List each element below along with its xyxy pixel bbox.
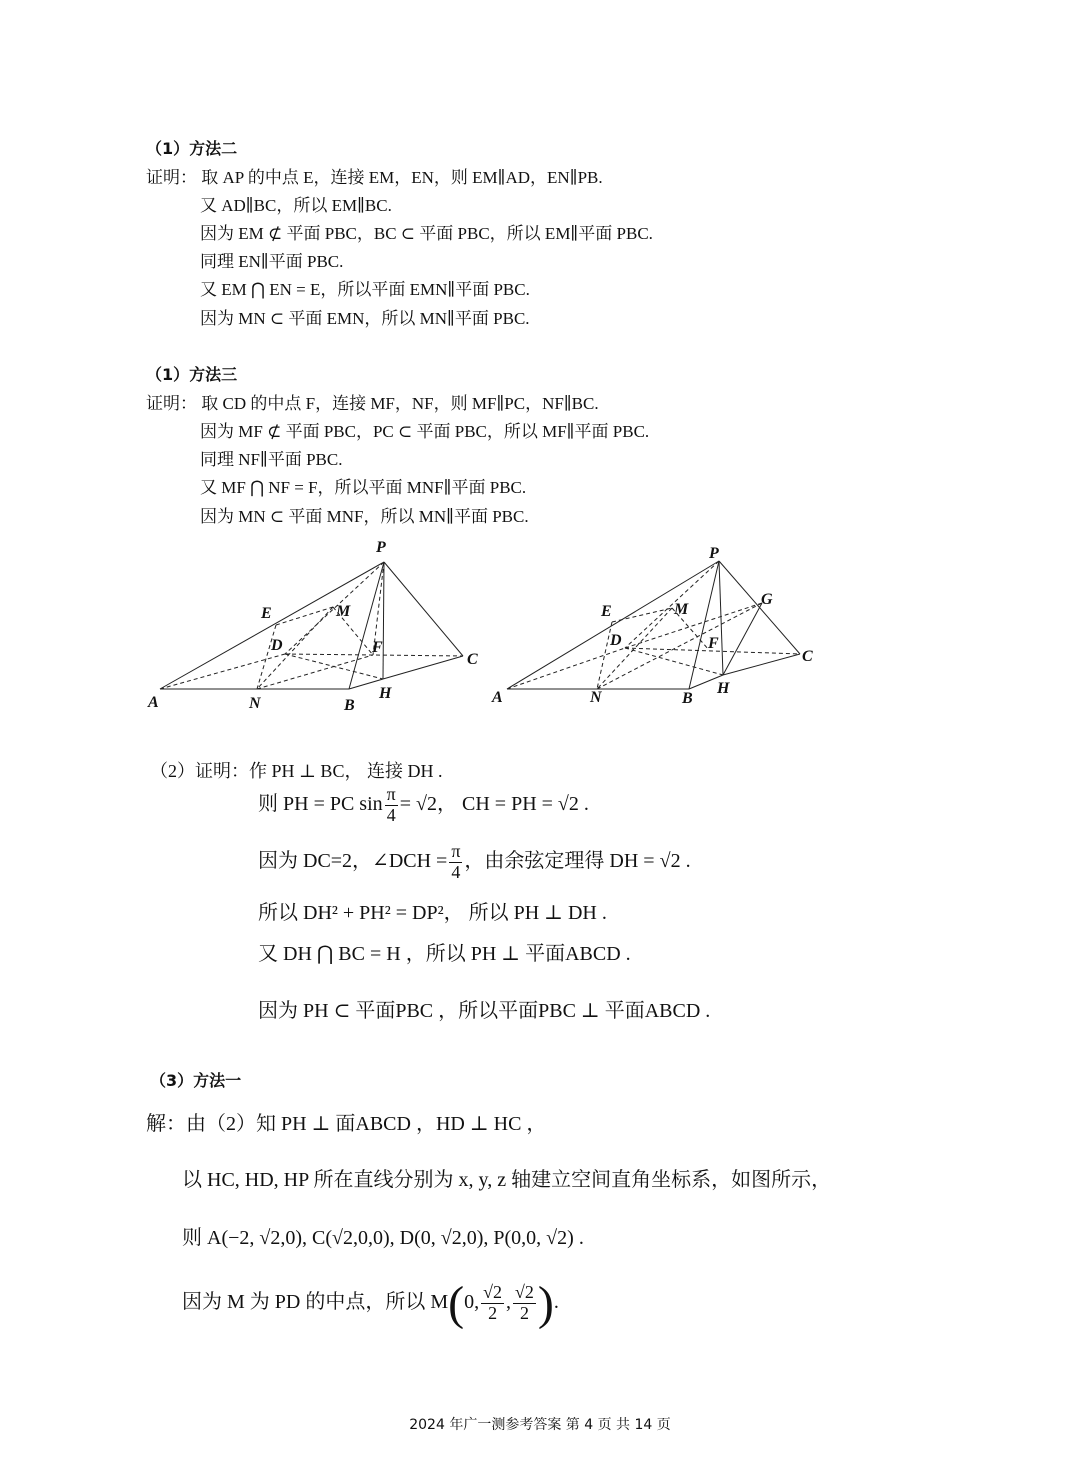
right-paren: ): [537, 1277, 554, 1330]
label-B: B: [682, 690, 693, 707]
text: ，由余弦定理得 DH = √2 .: [464, 849, 691, 872]
denominator: 4: [386, 804, 396, 825]
text-line: 所以 DH² + PH² = DP²， 所以 PH ⊥ DH .: [258, 902, 607, 924]
text-line: 证明： 取 AP 的中点 E，连接 EM，EN，则 EM∥AD，EN∥PB.: [146, 168, 603, 187]
text: 因为 DC=2，∠DCH =: [258, 849, 448, 872]
section-heading: （1）方法二: [146, 139, 238, 158]
label-P: P: [709, 545, 719, 562]
label-E: E: [601, 603, 612, 620]
pyramid-figures: [0, 530, 1080, 720]
text-line: [182, 1276, 559, 1331]
text-line: 同理 EN∥平面 PBC.: [200, 252, 344, 271]
fraction-pi-over-4: [449, 842, 462, 883]
text-line: 解：由（2）知 PH ⊥ 面ABCD ，HD ⊥ HC ，: [146, 1113, 547, 1135]
label-A: A: [492, 689, 503, 706]
numerator: √2: [515, 1282, 534, 1303]
page-footer: 2024 年广一测参考答案 第 4 页 共 14 页: [409, 1417, 671, 1433]
label-M: M: [336, 603, 351, 620]
text-line: [258, 842, 691, 883]
text-line: 因为 MF ⊄ 平面 PBC，PC ⊂ 平面 PBC，所以 MF∥平面 PBC.: [200, 422, 650, 441]
text-line: 又 MF ⋂ NF = F，所以平面 MNF∥平面 PBC.: [200, 478, 527, 497]
text-line: [258, 785, 589, 826]
denominator: 2: [488, 1303, 498, 1323]
text-line: 因为 MN ⊂ 平面 EMN，所以 MN∥平面 PBC.: [200, 309, 530, 328]
label-D: D: [610, 632, 622, 649]
text: ,: [506, 1291, 512, 1314]
figure-2: [507, 561, 800, 689]
label-F: F: [372, 639, 383, 656]
fraction-sqrt2-over-2: [481, 1283, 504, 1324]
label-C: C: [802, 648, 813, 665]
figure-1: [160, 562, 463, 689]
label-P: P: [376, 539, 386, 556]
text-line: 因为 EM ⊄ 平面 PBC，BC ⊂ 平面 PBC，所以 EM∥平面 PBC.: [200, 224, 653, 243]
label-N: N: [590, 689, 602, 706]
numerator: π: [451, 841, 461, 861]
text: = √2， CH = PH = √2 .: [399, 792, 589, 815]
fraction-sqrt2-over-2: [513, 1283, 536, 1324]
text-line: 证明： 取 CD 的中点 F，连接 MF，NF，则 MF∥PC，NF∥BC.: [146, 394, 599, 413]
text-line: （2）证明：作 PH ⊥ BC， 连接 DH .: [150, 761, 443, 781]
left-paren: (: [448, 1277, 465, 1330]
text-line: 又 AD∥BC，所以 EM∥BC.: [200, 196, 392, 215]
text: .: [553, 1291, 559, 1314]
label-H: H: [379, 685, 392, 702]
label-N: N: [249, 695, 261, 712]
denominator: 4: [451, 861, 461, 882]
figure-1-labels: [147, 539, 478, 714]
label-G: G: [761, 591, 773, 608]
text-line: 因为 PH ⊂ 平面PBC ，所以平面PBC ⊥ 平面ABCD .: [258, 1000, 711, 1022]
label-A: A: [148, 694, 159, 711]
numerator: π: [386, 784, 396, 804]
label-H: H: [717, 680, 730, 697]
label-F: F: [708, 635, 719, 652]
text: 则 PH = PC sin: [258, 792, 383, 815]
text: 0,: [464, 1291, 480, 1314]
label-B: B: [344, 697, 355, 714]
section-heading: （1）方法三: [146, 365, 238, 384]
label-E: E: [261, 605, 272, 622]
numerator: √2: [483, 1282, 503, 1303]
figure-2-labels: [491, 545, 813, 707]
section-heading: （3）方法一: [150, 1071, 242, 1090]
text-line: 则 A(−2, √2,0), C(√2,0,0), D(0, √2,0), P(0,0, √2) .: [182, 1227, 584, 1249]
text-line: 因为 MN ⊂ 平面 MNF，所以 MN∥平面 PBC.: [200, 507, 529, 526]
label-M: M: [674, 601, 689, 618]
fraction-pi-over-4: [385, 785, 398, 826]
text-line: 以 HC, HD, HP 所在直线分别为 x, y, z 轴建立空间直角坐标系，如图所示，: [182, 1169, 832, 1191]
text-line: 同理 NF∥平面 PBC.: [200, 450, 343, 469]
text: 因为 M 为 PD 的中点，所以 M: [182, 1291, 449, 1314]
text-line: 又 EM ⋂ EN = E，所以平面 EMN∥平面 PBC.: [200, 280, 530, 299]
label-D: D: [271, 637, 283, 654]
text-line: 又 DH ⋂ BC = H ，所以 PH ⊥ 平面ABCD .: [258, 943, 631, 965]
label-C: C: [467, 651, 478, 668]
denominator: 2: [519, 1303, 529, 1323]
